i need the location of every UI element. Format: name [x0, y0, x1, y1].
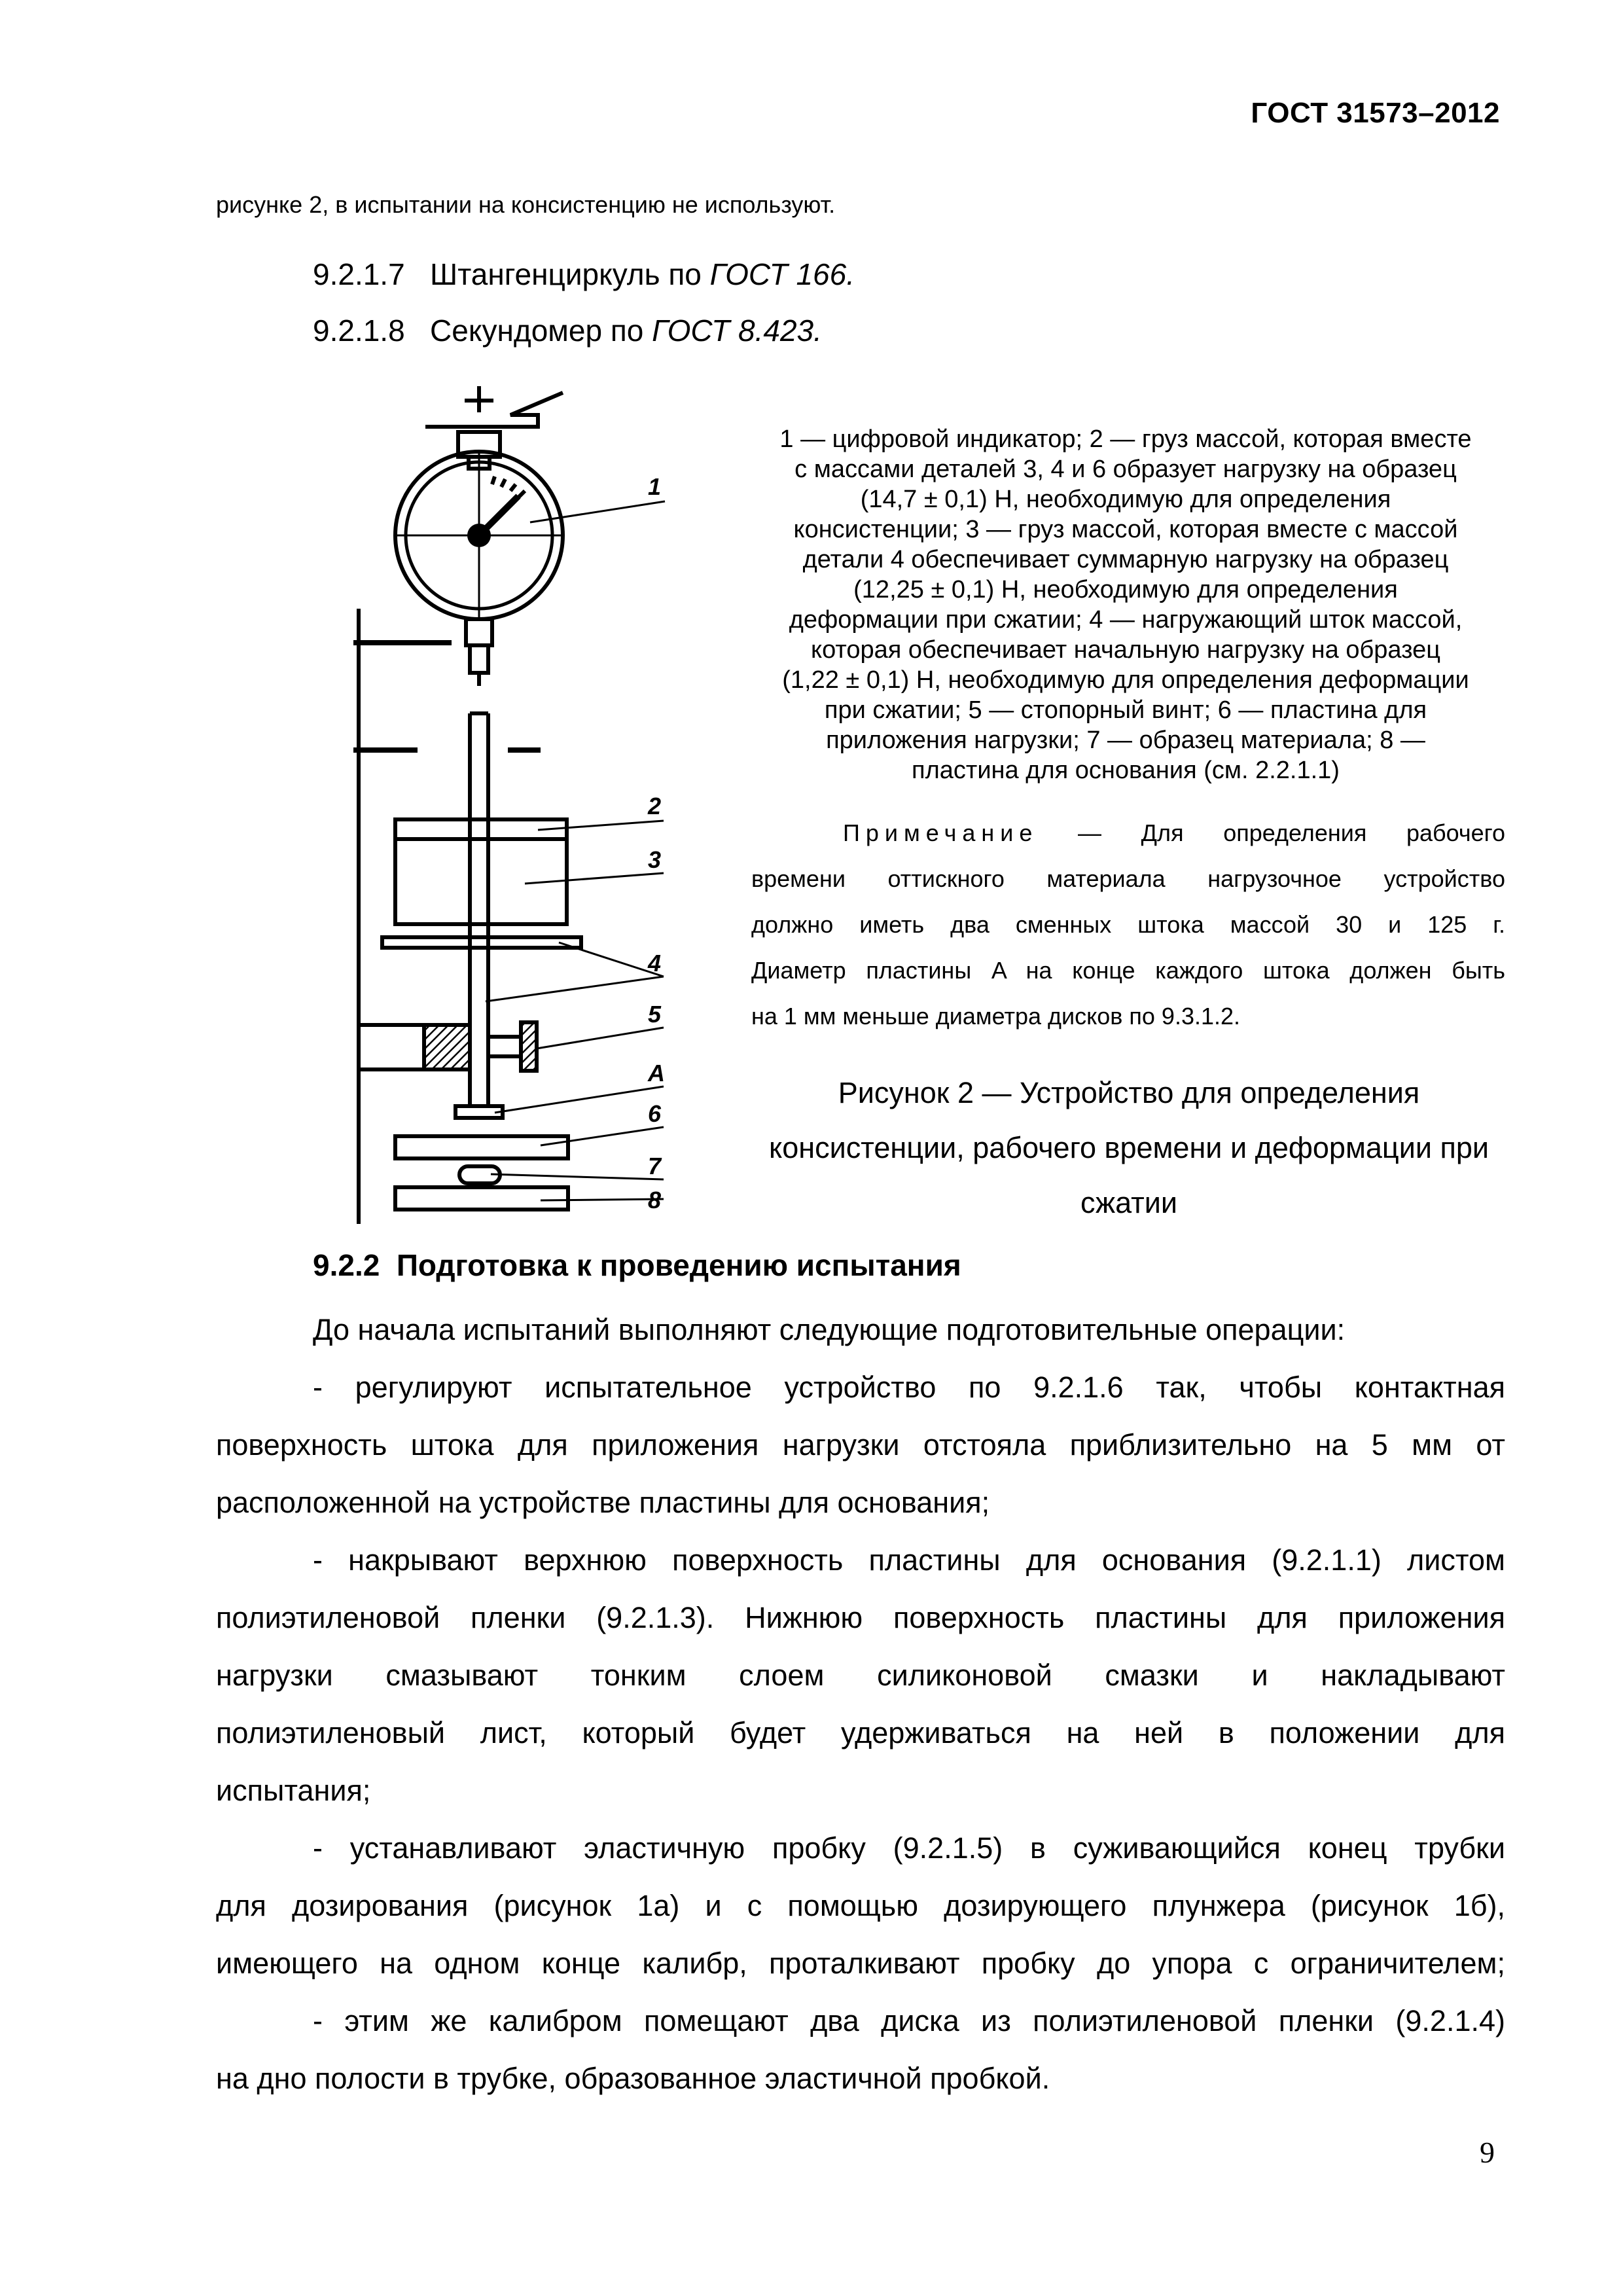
body-line: поверхность штока для приложения нагрузки отстояла приблизительно на 5 мм от	[216, 1428, 1505, 1462]
figure-title-line: сжатии	[1080, 1186, 1178, 1219]
note-line: — Для определения рабочего	[1038, 819, 1505, 846]
callout-label: 4	[648, 950, 662, 977]
body-line: - устанавливают эластичную пробку (9.2.1.5) в суживающийся конец трубки	[313, 1831, 1505, 1865]
legend-line: с массами деталей 3, 4 и 6 образует нагрузку на образец	[794, 456, 1457, 483]
body-line: - накрывают верхнюю поверхность пластины для основания (9.2.1.1) листом	[313, 1543, 1505, 1577]
legend-line: (1,22 ± 0,1) Н, необходимую для определения деформации	[782, 666, 1469, 694]
note-line: Диаметр пластины A на конце каждого штока должен быть	[751, 957, 1505, 984]
note-line: на 1 мм меньше диаметра дисков по 9.3.1.2.	[751, 1003, 1241, 1030]
list-item	[313, 257, 855, 292]
legend-line: приложения нагрузки; 7 — образец материала; 8 —	[826, 726, 1425, 754]
callout-label: 8	[648, 1187, 662, 1213]
legend-line: детали 4 обеспечивает суммарную нагрузку на образец	[802, 546, 1449, 573]
item-text: Секундомер по	[430, 314, 652, 348]
figure-note	[751, 810, 1505, 1039]
legend-line: которая обеспечивает начальную нагрузку на образец	[811, 636, 1440, 664]
body-line: на дно полости в трубке, образованное эластичной пробкой.	[216, 2062, 1050, 2095]
list-item	[313, 313, 822, 348]
section-body	[216, 1301, 1505, 2108]
callout-label: 1	[648, 473, 662, 500]
body-line: До начала испытаний выполняют следующие подготовительные операции:	[313, 1313, 1346, 1346]
document-header: ГОСТ 31573–2012	[1251, 97, 1500, 129]
note-line: должно иметь два сменных штока массой 30 и 125 г.	[751, 911, 1505, 938]
item-number: 9.2.1.8	[313, 314, 405, 348]
figure-title-line: консистенции, рабочего времени и деформации при	[769, 1131, 1489, 1164]
figure-title-line: Рисунок 2 — Устройство для определения	[838, 1076, 1420, 1109]
legend-line: при сжатии; 5 — стопорный винт; 6 — пластина для	[824, 696, 1427, 724]
legend-line: (14,7 ± 0,1) Н, необходимую для определения	[860, 486, 1391, 513]
legend-line: деформации при сжатии; 4 — нагружающий шток массой,	[789, 606, 1463, 634]
item-reference: ГОСТ 166.	[709, 257, 855, 291]
note-line: времени оттискного материала нагрузочное устройство	[751, 865, 1505, 892]
callout-label: 5	[648, 1001, 662, 1028]
section-heading: 9.2.2 Подготовка к проведению испытания	[313, 1248, 961, 1282]
callout-label: 3	[648, 846, 662, 873]
item-number: 9.2.1.7	[313, 257, 405, 291]
body-line: - регулируют испытательное устройство по 9.2.1.6 так, чтобы контактная	[313, 1371, 1505, 1404]
figure-legend	[746, 424, 1505, 785]
body-line: испытания;	[216, 1774, 371, 1807]
body-line: расположенной на устройстве пластины для основания;	[216, 1486, 990, 1519]
body-line: имеющего на одном конце калибр, проталкивают пробку до упора с ограничителем;	[216, 1946, 1505, 1980]
item-reference: ГОСТ 8.423.	[652, 314, 822, 348]
page-number: 9	[1480, 2136, 1495, 2169]
body-line: для дозирования (рисунок 1а) и с помощью дозирующего плунжера (рисунок 1б),	[216, 1889, 1505, 1922]
callout-label: 6	[648, 1100, 662, 1127]
body-line: - этим же калибром помещают два диска из полиэтиленовой пленки (9.2.1.4)	[313, 2004, 1505, 2037]
callout-label: 7	[648, 1153, 662, 1179]
callout-label: A	[648, 1060, 665, 1086]
test-device-drawing	[340, 373, 733, 1224]
legend-line: консистенции; 3 — груз массой, которая вместе с массой	[793, 516, 1458, 543]
legend-line: (12,25 ± 0,1) Н, необходимую для определения	[853, 576, 1398, 603]
legend-line: 1 — цифровой индикатор; 2 — груз массой, которая вместе	[779, 425, 1472, 453]
note-label: Примечание	[843, 819, 1039, 846]
body-line: полиэтиленовый лист, который будет удерживаться на ней в положении для	[216, 1716, 1505, 1749]
legend-line: пластина для основания (см. 2.2.1.1)	[912, 757, 1340, 784]
body-line: нагрузки смазывают тонким слоем силиконовой смазки и накладывают	[216, 1659, 1505, 1692]
callout-label: 2	[648, 793, 662, 819]
figure-title	[753, 1066, 1505, 1230]
body-line: полиэтиленовой пленки (9.2.1.3). Нижнюю поверхность пластины для приложения	[216, 1601, 1505, 1634]
continuation-text: рисунке 2, в испытании на консистенцию не используют.	[216, 191, 836, 218]
item-text: Штангенциркуль по	[430, 257, 710, 291]
